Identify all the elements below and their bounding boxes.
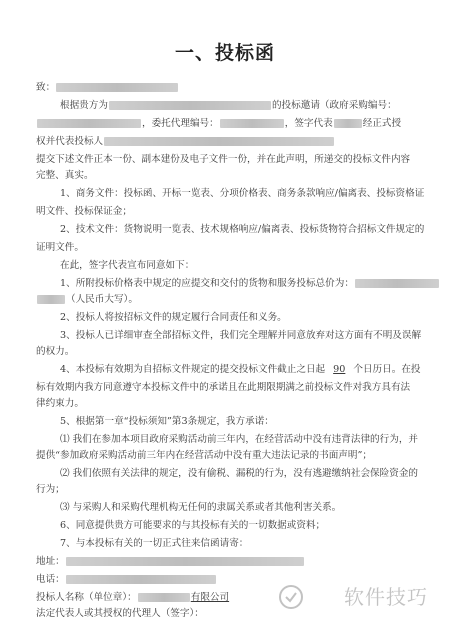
commitment-2-line-1: ⑵ 我们依照有关法律的规定，没有偷税、漏税的行为，没有逃避缴纳社会保险资金的 xyxy=(60,468,419,479)
paragraph-1-line-1: 根据贵方为 的投标邀请（政府采购编号： xyxy=(60,100,397,111)
redacted-amount xyxy=(355,279,439,288)
redacted-procurement-no xyxy=(37,119,141,128)
bidder-name-line: 投标人名称（单位章）： 有限公司 xyxy=(36,592,230,603)
redacted-bidder xyxy=(104,137,334,146)
watermark-logo-icon xyxy=(278,584,304,610)
salutation-line: 致： xyxy=(36,82,420,94)
commitment-3: ⑶ 与采购人和采购代理机构无任何的隶属关系或者其他利害关系。 xyxy=(60,502,342,513)
declaration-4-line-2: 标有效期内我方同意遵守本投标文件中的承诺且在此期限期满之前投标文件对我方具有法 xyxy=(36,382,411,393)
redacted-company xyxy=(138,593,190,602)
redacted-project xyxy=(109,101,271,110)
declaration-2: 2、投标人将按招标文件的规定履行合同责任和义务。 xyxy=(60,312,287,323)
paragraph-1-line-3: 权并代表投标人 xyxy=(36,136,420,148)
declaration-4-line-1: 4、本投标有效期为自招标文件规定的提交投标文件截止之日起 90 个日历日。在投 xyxy=(60,364,421,375)
commitment-1-line-1: ⑴ 我们在参加本项目政府采购活动前三年内，在经营活动中没有违背法律的行为，并 xyxy=(60,434,419,445)
commitment-2-line-2: 行为； xyxy=(36,484,65,495)
declaration-1-line-1: 1、所附投标价格表中规定的应提交和交付的货物和服务投标总价为： xyxy=(60,278,420,290)
paragraph-1-line-4: 提交下述文件正本一份、副本建份及电子文件一份，并在此声明，所递交的投标文件内容 xyxy=(36,154,411,165)
declaration-7: 7、与本投标有关的一切正式往来信函请寄： xyxy=(60,538,249,549)
paragraph-1-line-2: ，委托代理编号： ，签字代表 经正式授 xyxy=(36,118,420,130)
redacted-recipient xyxy=(56,83,178,92)
item-1-line-2: 明文件、投标保证金； xyxy=(36,206,132,217)
validity-days: 90 xyxy=(333,364,346,375)
paragraph-1-line-5: 完整、真实。 xyxy=(36,170,94,181)
redacted-signer xyxy=(334,119,362,128)
address-line: 地址： xyxy=(36,556,420,568)
declaration-3-line-2: 的权力。 xyxy=(36,346,75,357)
declaration-6: 6、同意提供贵方可能要求的与其投标有关的一切数据或资料； xyxy=(60,520,326,531)
watermark-text: 软件技巧 xyxy=(344,585,428,609)
redacted-amount-words xyxy=(37,295,65,304)
page-title: 一、投标函 xyxy=(174,42,275,64)
declaration-3-line-1: 3、投标人已详细审查全部招标文件，我们完全理解并同意放弃对这方面有不明及误解 xyxy=(60,330,422,341)
redacted-address xyxy=(66,557,304,566)
phone-line: 电话： xyxy=(36,574,420,586)
item-2-line-1: 2、技术文件：货物说明一览表、技术规格响应/偏离表、投标货物符合招标文件规定的 xyxy=(60,224,425,235)
commitment-1-line-2: 提供“参加政府采购活动前三年内在经营活动中没有重大违法记录的书面声明”； xyxy=(36,450,372,461)
declaration-intro: 在此，签字代表宣布同意如下： xyxy=(60,260,195,271)
declaration-5: 5、根据第一章“投标须知”第3条规定，我方承诺： xyxy=(60,416,274,427)
declaration-1-line-2: （人民币大写）。 xyxy=(36,294,420,306)
item-1-line-1: 1、商务文件：投标函、开标一览表、分项价格表、商务条款响应/偏离表、投标资格证 xyxy=(60,188,425,199)
declaration-4-line-3: 律约束力。 xyxy=(36,398,84,409)
item-2-line-2: 证明文件。 xyxy=(36,242,84,253)
redacted-phone xyxy=(66,575,216,584)
legal-rep-line: 法定代表人或其授权的代理人（签字）： xyxy=(36,608,204,619)
redacted-agency-no xyxy=(220,119,284,128)
